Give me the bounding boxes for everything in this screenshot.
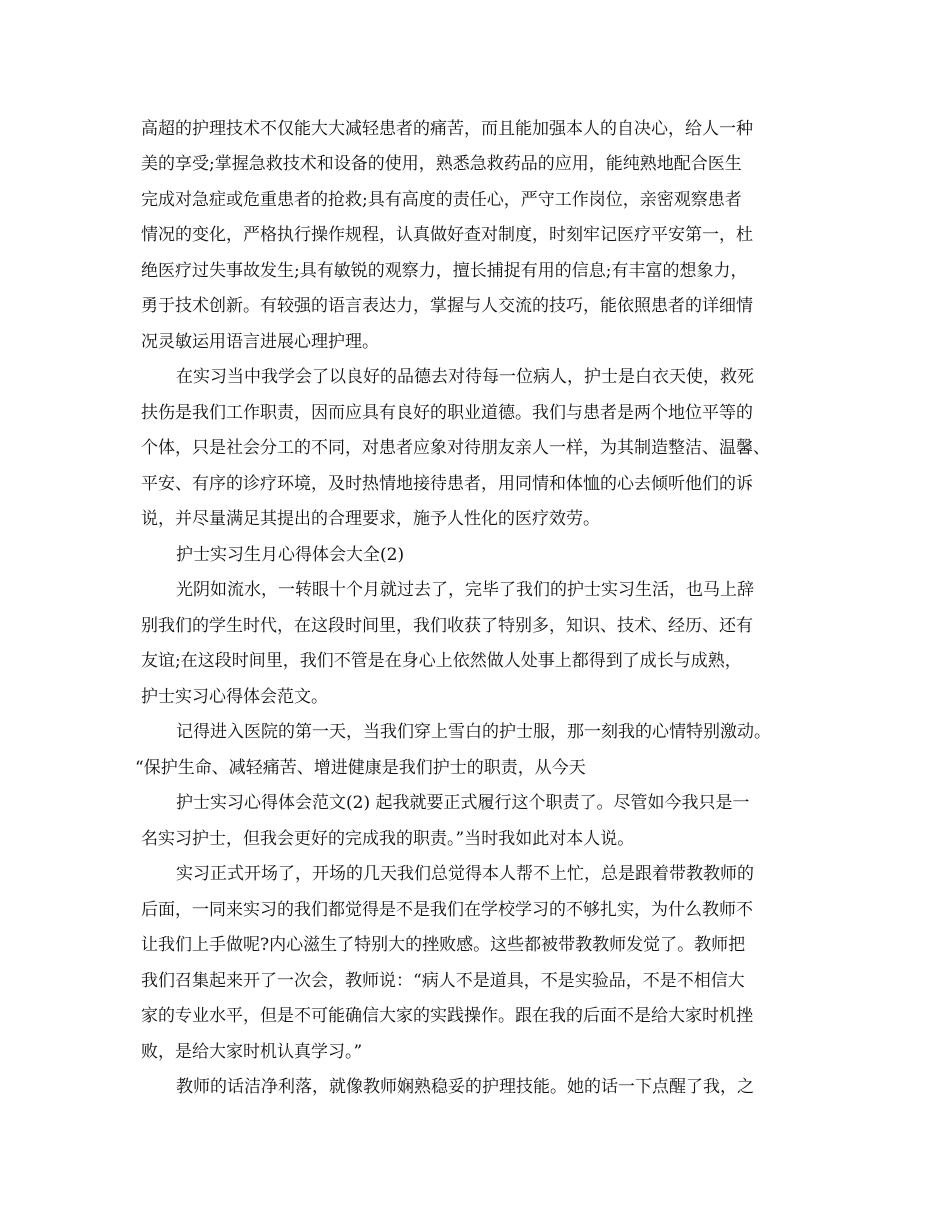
text-line: 教师的话洁净利落，就像教师娴熟稳妥的护理技能。她的话一下点醒了我，之 xyxy=(176,1077,754,1097)
text-line: 后面，一同来实习的我们都觉得是不是我们在学校学习的不够扎实，为什么教师不 xyxy=(141,900,753,920)
text-line: 光阴如流水，一转眼十个月就过去了，完毕了我们的护士实习生活，也马上辞 xyxy=(176,580,754,600)
text-line: 我们召集起来开了一次会，教师说：“病人不是道具，不是实验品，不是不相信大 xyxy=(141,971,745,991)
text-line: 友谊;在这段时间里，我们不管是在身心上依然做人处事上都得到了成长与成熟， xyxy=(141,651,742,671)
text-line: 平安、有序的诊疗环境，及时热情地接待患者，用同情和体恤的心去倾听他们的诉 xyxy=(141,474,753,494)
text-line: 情况的变化，严格执行操作规程，认真做好查对制度，时刻牢记医疗平安第一，杜 xyxy=(141,225,753,245)
text-line: 实习正式开场了，开场的几天我们总觉得本人帮不上忙，总是跟着带教教师的 xyxy=(176,864,754,884)
text-line: 让我们上手做呢?内心滋生了特别大的挫败感。这些都被带教教师发觉了。教师把 xyxy=(141,935,746,955)
text-line: 败，是给大家时机认真学习。” xyxy=(141,1042,363,1062)
section-heading: 护士实习生月心得体会大全(2) xyxy=(176,545,405,565)
text-line: 家的专业水平，但是不可能确信大家的实践操作。跟在我的后面不是给大家时机挫 xyxy=(141,1006,753,1026)
text-line: 在实习当中我学会了以良好的品德去对待每一位病人，护士是白衣天使，救死 xyxy=(176,367,754,387)
text-line: 护士实习心得体会范文。 xyxy=(141,687,328,707)
text-line: 完成对急症或危重患者的抢救;具有高度的责任心，严守工作岗位，亲密观察患者 xyxy=(141,190,742,210)
text-line: 记得进入医院的第一天，当我们穿上雪白的护士服，那一刻我的心情特别激动。 xyxy=(176,722,771,742)
text-line: 别我们的学生时代，在这段时间里，我们收获了特别多，知识、技术、经历、还有 xyxy=(141,616,753,636)
text-line: 个体，只是社会分工的不同，对患者应象对待朋友亲人一样，为其制造整洁、温馨、 xyxy=(141,438,770,458)
text-line: 说，并尽量满足其提出的合理要求，施予人性化的医疗效劳。 xyxy=(141,509,600,529)
text-line: 绝医疗过失事故发生;具有敏锐的观察力，擅长捕捉有用的信息;有丰富的想象力， xyxy=(141,261,748,281)
text-line: 名实习护士，但我会更好的完成我的职责。”当时我如此对本人说。 xyxy=(141,829,635,849)
text-line: 况灵敏运用语言进展心理护理。 xyxy=(141,332,379,352)
text-line: 扶伤是我们工作职责，因而应具有良好的职业道德。我们与患者是两个地位平等的 xyxy=(141,403,753,423)
text-line: 勇于技术创新。有较强的语言表达力，掌握与人交流的技巧，能依照患者的详细情 xyxy=(141,296,753,316)
text-line: 高超的护理技术不仅能大大减轻患者的痛苦，而且能加强本人的自决心，给人一种 xyxy=(141,119,753,139)
text-line: 美的享受;掌握急救技术和设备的使用，熟悉急救药品的应用，能纯熟地配合医生 xyxy=(141,154,742,174)
text-line: 护士实习心得体会范文(2) 起我就要正式履行这个职责了。尽管如今我只是一 xyxy=(176,793,750,813)
text-line: “保护生命、减轻痛苦、增进健康是我们护士的职责，从今天 xyxy=(135,758,586,778)
